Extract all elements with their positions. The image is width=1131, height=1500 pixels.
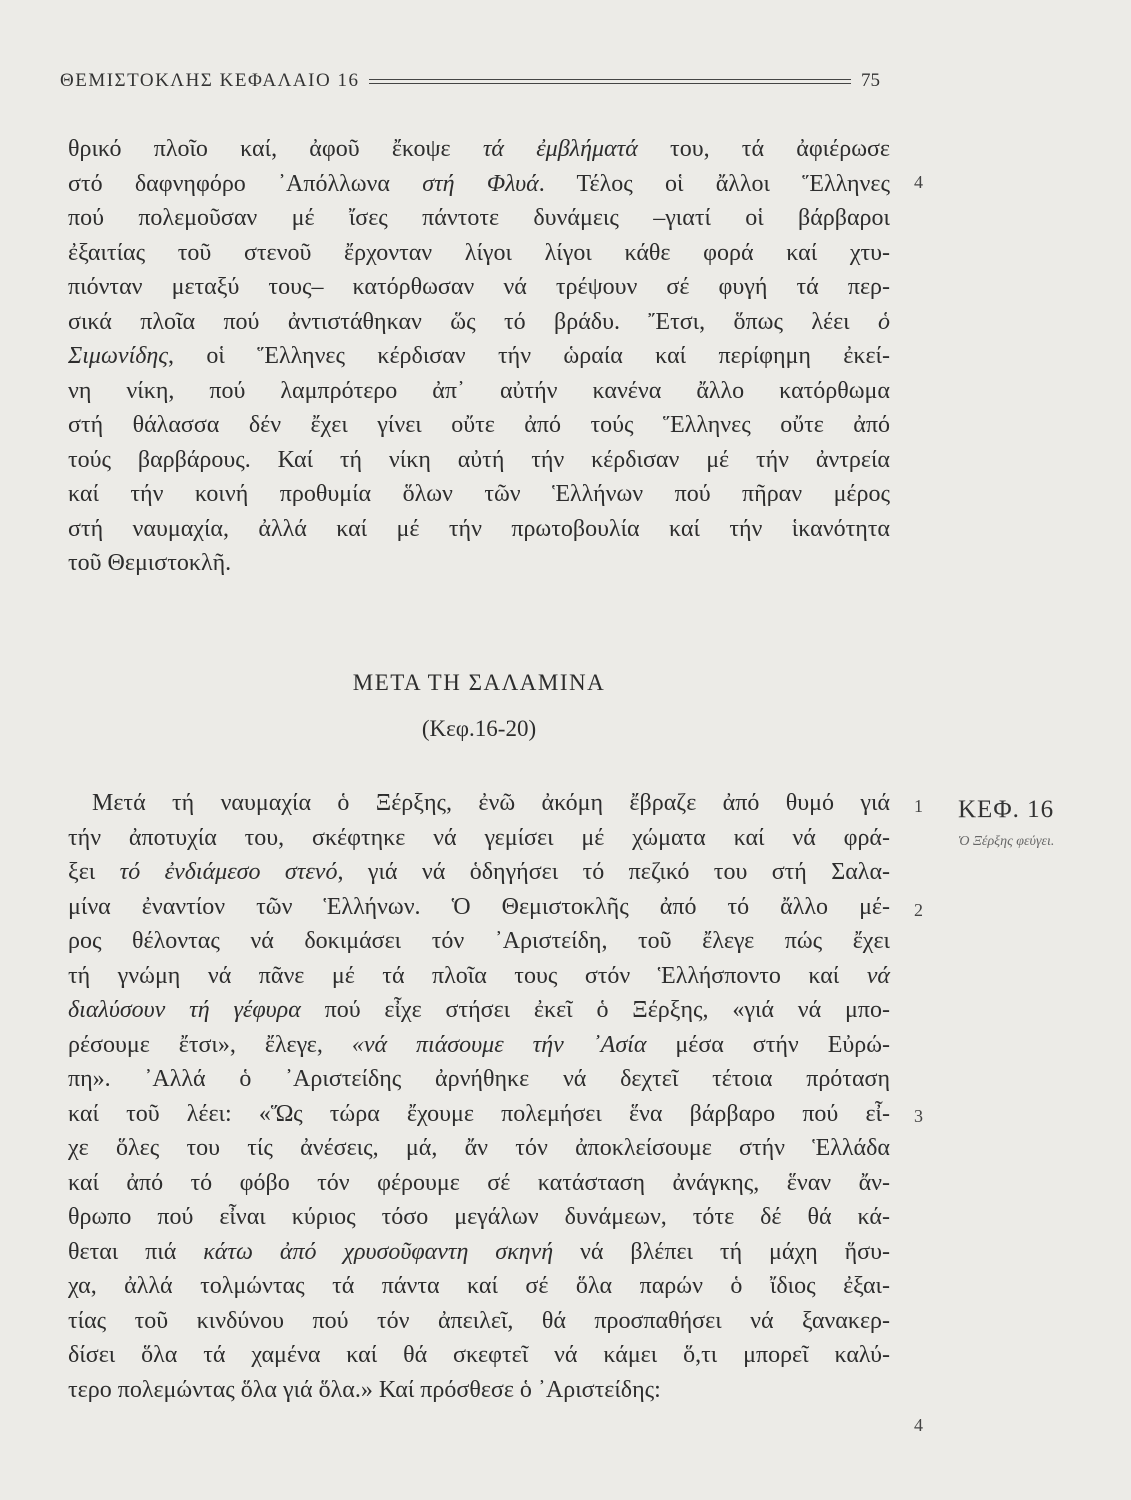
text-run: πιόνταν μεταξύ τους– κατόρθωσαν νά τρέψουν σέ φυγή τά περ- bbox=[68, 274, 890, 300]
margin-paragraph-number: 4 bbox=[914, 172, 923, 192]
side-note-subtitle: Ὁ Ξέρξης φεύγει. bbox=[958, 834, 1055, 849]
text-line bbox=[68, 821, 890, 856]
text-line bbox=[68, 270, 890, 305]
header-double-rule bbox=[369, 79, 851, 84]
margin-paragraph-number: 3 bbox=[914, 1106, 923, 1126]
text-run: χε ὅλες του τίς ἀνέσεις, μά, ἄν τόν ἀποκλείσουμε στήν Ἑλλάδα bbox=[68, 1135, 890, 1161]
text-run: τούς βαρβάρους. Καί τή νίκη αὐτή τήν κέρδισαν μέ τήν ἀντρεία bbox=[68, 446, 890, 473]
text-line bbox=[68, 512, 890, 547]
text-run: ρος θέλοντας νά δοκιμάσει τόν ᾿Αριστείδη, τοῦ ἔλεγε πώς ἔχει bbox=[68, 928, 890, 954]
margin-paragraph-number: 2 bbox=[914, 900, 923, 920]
text-run: μίνα ἐναντίον τῶν Ἑλλήνων. Ὁ Θεμιστοκλῆς ἀπό τό ἄλλο μέ- bbox=[68, 893, 890, 920]
text-line bbox=[68, 1028, 890, 1063]
text-run: θρικό πλοῖο καί, ἀφοῦ ἔκοψε bbox=[68, 136, 483, 162]
text-line bbox=[68, 1235, 890, 1270]
margin-paragraph-number: 4 bbox=[914, 1415, 923, 1435]
text-run: τίας τοῦ κινδύνου πού τόν ἀπειλεῖ, θά προσπαθήσει νά ξανακερ- bbox=[68, 1307, 890, 1334]
text-run: τήν ἀποτυχία του, σκέφτηκε νά γεμίσει μέ χώματα καί νά φρά- bbox=[68, 824, 890, 851]
italic-text: ὁ bbox=[878, 308, 890, 335]
side-note-chapter: ΚΕΦ. 16 bbox=[958, 796, 1055, 823]
text-run: μέσα στήν Εὐρώ- bbox=[646, 1031, 890, 1058]
text-run: θρωπο πού εἶναι κύριος τόσο μεγάλων δυνάμεων, τότε δέ θά κά- bbox=[68, 1204, 890, 1230]
text-line bbox=[68, 236, 890, 271]
section-chapter-range: (Κεφ.16-20) bbox=[421, 716, 537, 741]
page-number: 75 bbox=[861, 70, 880, 91]
text-run: Μετά τή ναυμαχία ὁ Ξέρξης, ἐνῶ ἀκόμη ἔβραζε ἀπό θυμό γιά bbox=[92, 790, 890, 816]
text-run: τερο πολεμώντας ὅλα γιά ὅλα.» Καί πρόσθεσε ὁ ᾿Αριστείδης: bbox=[68, 1376, 661, 1403]
text-line bbox=[68, 201, 890, 236]
text-run: θεται πιά bbox=[68, 1238, 204, 1265]
text-line bbox=[68, 546, 890, 581]
paragraph-chapter-16 bbox=[68, 786, 890, 1407]
running-header bbox=[60, 68, 880, 94]
text-run: πού εἶχε στήσει ἐκεῖ ὁ Ξέρξης, «γιά νά μπο- bbox=[300, 997, 891, 1023]
italic-text: Σιμωνίδης bbox=[68, 343, 169, 369]
text-run: καί τοῦ λέει: «Ὥς τώρα ἔχουμε πολεμήσει ἕνα βάρβαρο πού εἶ- bbox=[68, 1100, 890, 1127]
text-line bbox=[68, 1373, 890, 1408]
text-run: νη νίκη, πού λαμπρότερο ἀπ᾿ αὐτήν κανένα ἄλλο κατόρθωμα bbox=[68, 377, 890, 404]
text-run: στό δαφνηφόρο ᾿Απόλλωνα bbox=[68, 170, 423, 197]
text-line bbox=[68, 477, 890, 512]
text-line bbox=[68, 1200, 890, 1235]
text-run: ρέσουμε ἔτσι», ἔλεγε, bbox=[68, 1031, 352, 1058]
text-line bbox=[68, 993, 890, 1028]
text-line bbox=[68, 786, 890, 821]
text-line bbox=[68, 443, 890, 478]
italic-text: κάτω ἀπό χρυσοῦφαντη σκηνή bbox=[203, 1238, 554, 1265]
text-line bbox=[68, 167, 890, 202]
text-run: ξει bbox=[68, 859, 120, 885]
text-run: πη». ᾿Αλλά ὁ ᾿Αριστείδης ἀρνήθηκε νά δεχτεῖ τέτοια πρόταση bbox=[68, 1066, 890, 1092]
text-run: , οἱ Ἕλληνες κέρδισαν τήν ὡραία καί περίφημη ἐκεί- bbox=[168, 343, 890, 369]
text-run: ἐξαιτίας τοῦ στενοῦ ἔρχονταν λίγοι λίγοι κάθε φορά καί χτυ- bbox=[68, 239, 890, 266]
text-run: στή θάλασσα δέν ἔχει γίνει οὔτε ἀπό τούς Ἕλληνες οὔτε ἀπό bbox=[68, 412, 890, 438]
text-line bbox=[68, 132, 890, 167]
text-run: τή γνώμη νά πᾶνε μέ τά πλοῖα τους στόν Ἑλλήσποντο καί bbox=[68, 962, 867, 989]
text-line bbox=[68, 959, 890, 994]
text-run: σικά πλοῖα πού ἀντιστάθηκαν ὥς τό βράδυ. Ἔτσι, ὅπως λέει bbox=[68, 308, 878, 335]
italic-text: στή Φλυά bbox=[422, 170, 539, 197]
italic-text: τά ἐμβλήματά bbox=[482, 136, 638, 162]
text-line bbox=[68, 1062, 890, 1097]
text-line bbox=[68, 924, 890, 959]
text-run: πού πολεμοῦσαν μέ ἴσες πάντοτε δυνάμεις –γιατί οἱ βάρβαροι bbox=[68, 205, 890, 231]
text-line bbox=[68, 890, 890, 925]
text-line bbox=[68, 1338, 890, 1373]
text-line bbox=[68, 374, 890, 409]
text-run: στή ναυμαχία, ἀλλά καί μέ τήν πρωτοβουλία καί τήν ἱκανότητα bbox=[68, 515, 890, 542]
italic-text: νά bbox=[866, 962, 890, 989]
section-title: ΜΕΤΑ ΤΗ ΣΑΛΑΜΙΝΑ bbox=[352, 670, 606, 695]
text-line bbox=[68, 1166, 890, 1201]
text-line bbox=[68, 1269, 890, 1304]
text-run: νά βλέπει τή μάχη ἥσυ- bbox=[553, 1238, 890, 1265]
header-title: ΘΕΜΙΣΤΟΚΛΗΣ ΚΕΦΑΛΑΙΟ 16 bbox=[60, 70, 360, 91]
text-line bbox=[68, 1304, 890, 1339]
text-line bbox=[68, 408, 890, 443]
text-line bbox=[68, 1097, 890, 1132]
text-run: καί τήν κοινή προθυμία ὅλων τῶν Ἑλλήνων πού πῆραν μέρος bbox=[68, 481, 890, 507]
text-run: καί ἀπό τό φόβο τόν φέρουμε σέ κατάσταση ἀνάγκης, ἕναν ἄν- bbox=[68, 1169, 890, 1196]
italic-text: «νά πιάσουμε τήν ᾿Ασία bbox=[351, 1031, 647, 1058]
text-line bbox=[68, 339, 890, 374]
text-line bbox=[68, 305, 890, 340]
text-run: , γιά νά ὁδηγήσει τό πεζικό του στή Σαλα- bbox=[337, 859, 891, 885]
text-run: . Τέλος οἱ ἄλλοι Ἕλληνες bbox=[538, 170, 890, 197]
text-line bbox=[68, 1131, 890, 1166]
text-run: δίσει ὅλα τά χαμένα καί θά σκεφτεῖ νά κάμει ὅ,τι μπορεῖ καλύ- bbox=[68, 1342, 890, 1368]
text-run: του, τά ἀφιέρωσε bbox=[637, 136, 891, 162]
paragraph-continuation bbox=[68, 132, 890, 581]
italic-text: διαλύσουν τή γέφυρα bbox=[68, 997, 301, 1023]
text-run: τοῦ Θεμιστοκλῆ. bbox=[68, 550, 232, 576]
text-run: χα, ἀλλά τολμώντας τά πάντα καί σέ ὅλα παρών ὁ ἴδιος ἐξαι- bbox=[68, 1273, 890, 1299]
italic-text: τό ἐνδιάμεσο στενό bbox=[119, 859, 338, 885]
margin-paragraph-number: 1 bbox=[914, 796, 923, 816]
text-line bbox=[68, 855, 890, 890]
